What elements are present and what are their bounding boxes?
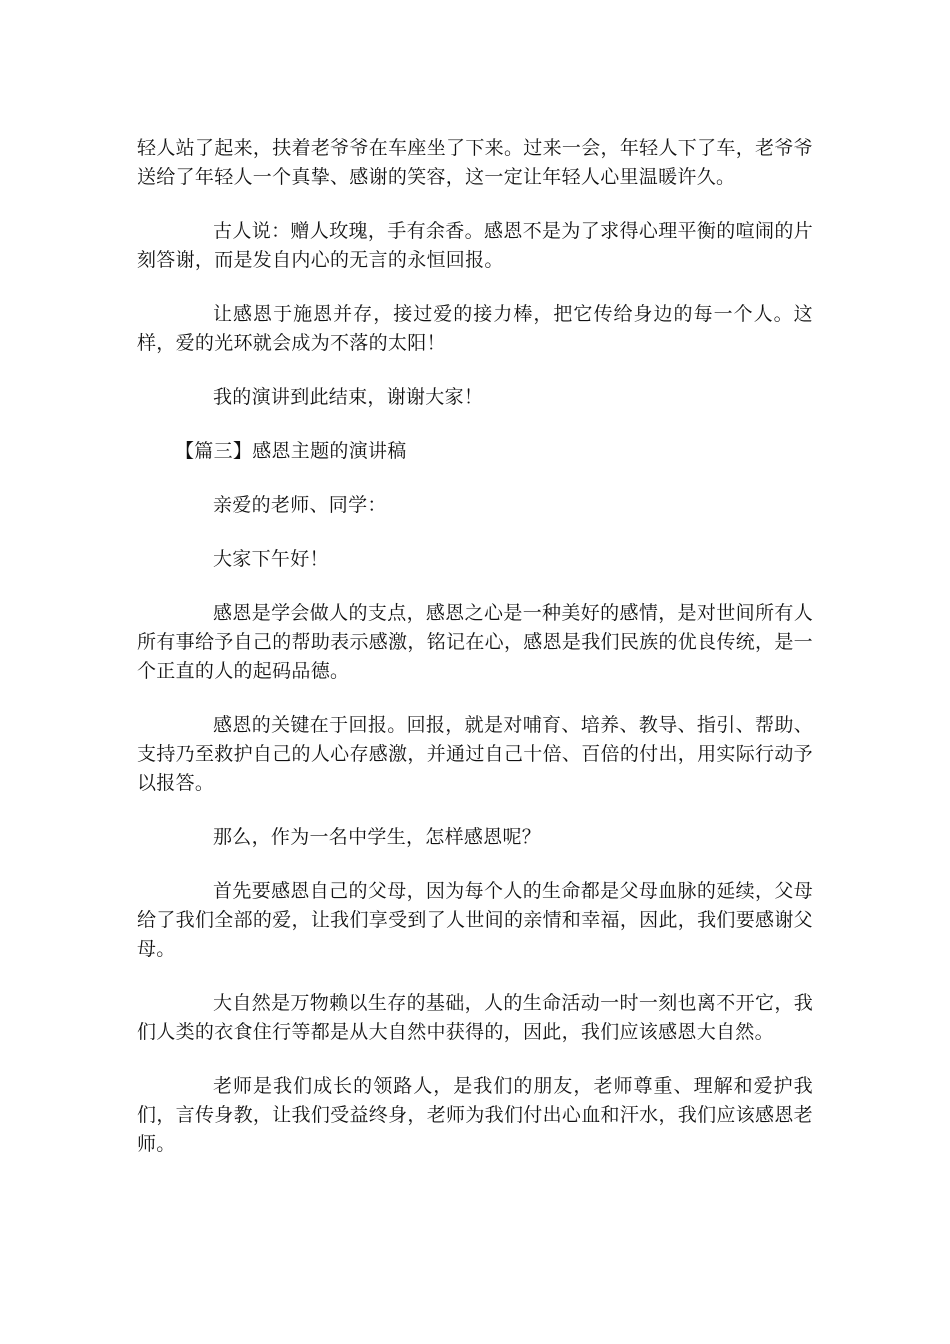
paragraph-nature: 大自然是万物赖以生存的基础，人的生命活动一时一刻也离不开它，我们人类的衣食住行等都是从大自然中获得的，因此，我们应该感恩大自然。 (137, 992, 813, 1043)
paragraph-question: 那么，作为一名中学生，怎样感恩呢？ (213, 826, 542, 848)
section-heading-part-three: 【篇三】感恩主题的演讲稿 (175, 440, 407, 462)
paragraph-gratitude-definition: 感恩是学会做人的支点，感恩之心是一种美好的感情，是对世间所有人所有事给予自己的帮助表示感激，铭记在心，感恩是我们民族的优良传统，是一个正直的人的起码品德。 (137, 602, 813, 682)
paragraph-salutation: 亲爱的老师、同学： (213, 494, 387, 516)
paragraph-teachers: 老师是我们成长的领路人，是我们的朋友，老师尊重、理解和爱护我们，言传身教，让我们受益终身，老师为我们付出心血和汗水，我们应该感恩老师。 (137, 1075, 813, 1155)
paragraph-parents: 首先要感恩自己的父母，因为每个人的生命都是父母血脉的延续，父母给了我们全部的爱，让我们享受到了人世间的亲情和幸福，因此，我们要感谢父母。 (137, 880, 813, 960)
paragraph-greeting: 大家下午好！ (213, 548, 329, 570)
document-body (137, 134, 813, 1184)
paragraph-gratitude-key: 感恩的关键在于回报。回报，就是对哺育、培养、教导、指引、帮助、支持乃至救护自己的人心存感激，并通过自己十倍、百倍的付出，用实际行动予以报答。 (137, 714, 813, 794)
paragraph-continuation: 轻人站了起来，扶着老爷爷在车座坐了下来。过来一会，年轻人下了车，老爷爷送给了年轻人一个真挚、感谢的笑容，这一定让年轻人心里温暖许久。 (137, 137, 813, 188)
paragraph-speech-closing: 我的演讲到此结束，谢谢大家！ (213, 386, 484, 408)
paragraph-gift-roses: 古人说：赠人玫瑰，手有余香。感恩不是为了求得心理平衡的喧闹的片刻答谢，而是发自内心的无言的永恒回报。 (137, 220, 813, 271)
paragraph-pass-on-love: 让感恩于施恩并存，接过爱的接力棒，把它传给身边的每一个人。这样，爱的光环就会成为不落的太阳！ (137, 303, 813, 354)
